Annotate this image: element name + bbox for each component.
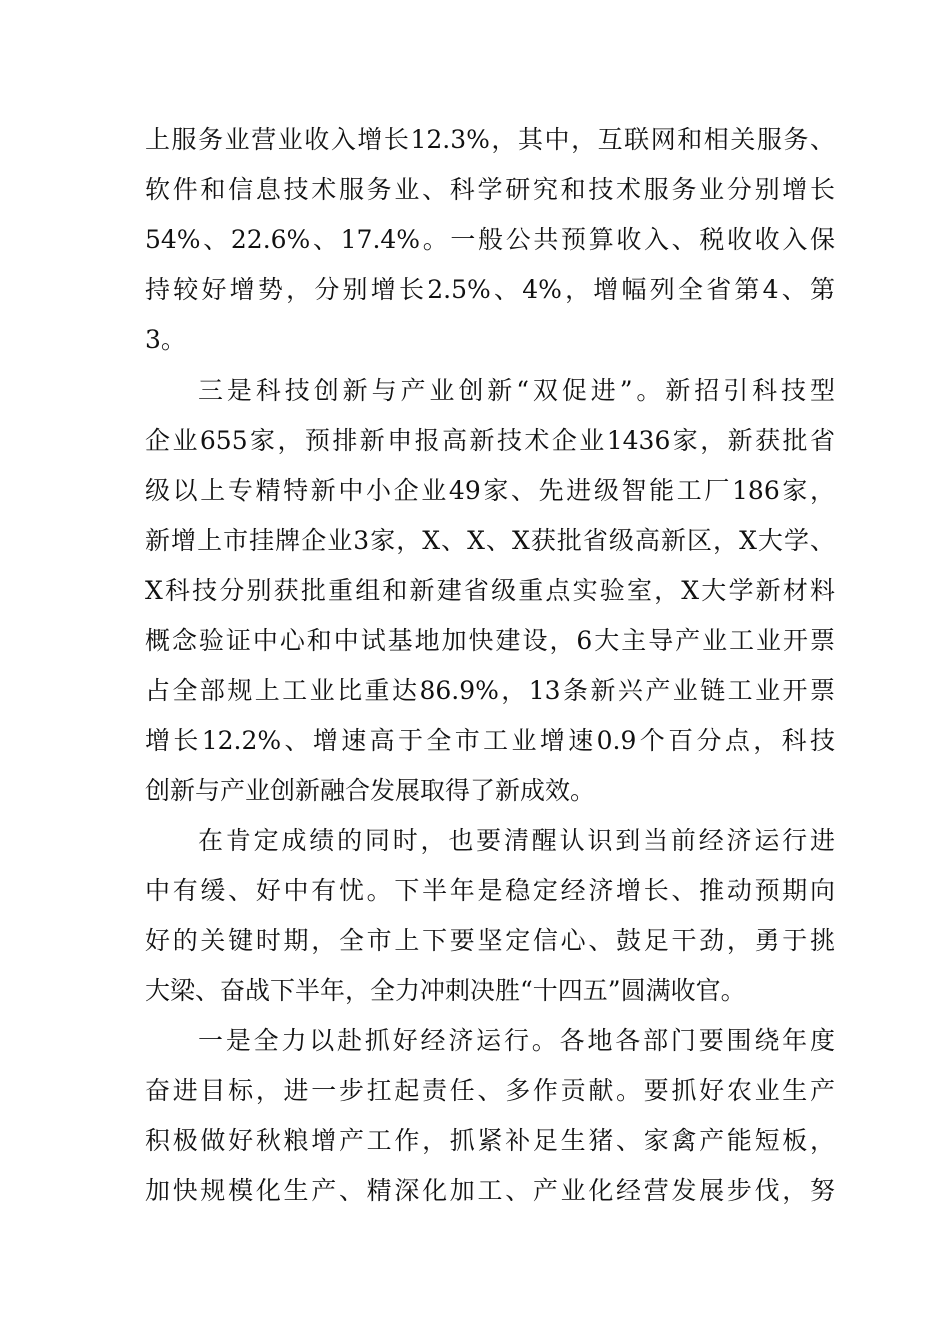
text-line: 在肯定成绩的同时，也要清醒认识到当前经济运行进 xyxy=(198,826,835,855)
text-line: X科技分别获批重组和新建省级重点实验室，X大学新材料 xyxy=(145,576,835,605)
text-line: 持较好增势，分别增长2.5%、4%，增幅列全省第4、第 xyxy=(145,275,835,304)
text-line: 级以上专精特新中小企业49家、先进级智能工厂186家， xyxy=(145,476,835,505)
text-line: 奋进目标，进一步扛起责任、多作贡献。要抓好农业生产 xyxy=(145,1076,835,1105)
text-line: 积极做好秋粮增产工作，抓紧补足生猪、家禽产能短板， xyxy=(145,1126,835,1155)
text-line: 概念验证中心和中试基地加快建设，6大主导产业工业开票 xyxy=(145,626,835,655)
text-line: 3。 xyxy=(145,325,186,354)
text-line: 增长12.2%、增速高于全市工业增速0.9个百分点，科技 xyxy=(145,726,835,755)
text-line: 上服务业营业收入增长12.3%，其中，互联网和相关服务、 xyxy=(145,125,835,154)
text-line: 大梁、奋战下半年，全力冲刺决胜“十四五”圆满收官。 xyxy=(145,976,746,1005)
text-line: 中有缓、好中有忧。下半年是稳定经济增长、推动预期向 xyxy=(145,876,835,905)
text-line: 三是科技创新与产业创新“双促进”。新招引科技型 xyxy=(198,376,835,405)
text-line: 软件和信息技术服务业、科学研究和技术服务业分别增长 xyxy=(145,175,835,204)
text-line: 好的关键时期，全市上下要坚定信心、鼓足干劲，勇于挑 xyxy=(145,926,835,955)
text-line: 加快规模化生产、精深化加工、产业化经营发展步伐，努 xyxy=(145,1176,835,1205)
text-line: 企业655家，预排新申报高新技术企业1436家，新获批省 xyxy=(145,426,835,455)
text-line: 54%、22.6%、17.4%。一般公共预算收入、税收收入保 xyxy=(145,225,835,254)
text-line: 新增上市挂牌企业3家，X、X、X获批省级高新区，X大学、 xyxy=(145,526,835,555)
text-line: 占全部规上工业比重达86.9%，13条新兴产业链工业开票 xyxy=(145,676,835,705)
text-line: 创新与产业创新融合发展取得了新成效。 xyxy=(145,776,596,805)
text-line: 一是全力以赴抓好经济运行。各地各部门要围绕年度 xyxy=(198,1026,835,1055)
